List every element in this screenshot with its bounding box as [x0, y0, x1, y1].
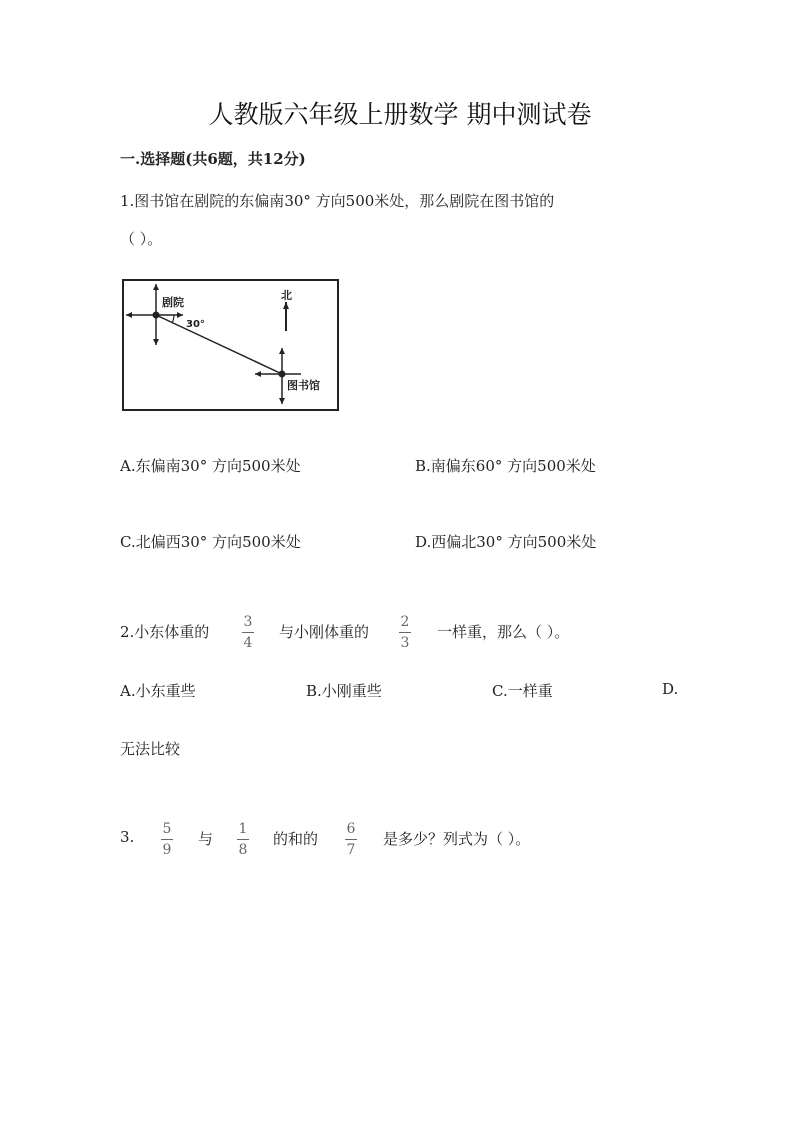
theater-north-arrow — [153, 284, 159, 290]
library-north-arrow — [279, 348, 285, 354]
theater-library-line — [156, 315, 282, 374]
theater-east-arrow — [177, 312, 183, 318]
fraction-denominator: 3 — [400, 635, 410, 651]
theater-west-arrow — [126, 312, 132, 318]
q2-fraction-2 — [399, 615, 411, 650]
section-heading: 一.选择题(共6题，共12分) — [120, 150, 306, 168]
fraction-denominator: 7 — [346, 842, 356, 858]
q2-option-d[interactable]: D. — [662, 680, 679, 698]
q3-fraction-3 — [345, 822, 357, 857]
angle-label: 30° — [186, 319, 205, 330]
q1-stem-line2: （ ）。 — [120, 230, 163, 248]
q2-fraction-1 — [242, 615, 254, 650]
library-point — [279, 371, 286, 378]
theater-label: 剧院 — [162, 296, 184, 309]
q1-option-a[interactable]: A.东偏南30° 方向500米处 — [120, 457, 301, 475]
q2-option-b[interactable]: B.小刚重些 — [306, 682, 382, 700]
fraction-bar — [242, 632, 254, 633]
q3-number: 3. — [120, 828, 135, 846]
fraction-bar — [161, 839, 173, 840]
north-arrow-head — [283, 302, 289, 309]
q3-suffix: 是多少？列式为（ ）。 — [383, 830, 531, 848]
page-title: 人教版六年级上册数学 期中测试卷 — [208, 100, 592, 129]
q2-option-c[interactable]: C.一样重 — [492, 682, 553, 700]
fraction-denominator: 9 — [162, 842, 172, 858]
fraction-numerator: 6 — [346, 821, 356, 837]
q2-suffix: 一样重，那么（ ）。 — [437, 623, 570, 641]
q2-middle: 与小刚体重的 — [279, 623, 370, 641]
fraction-numerator: 2 — [400, 614, 410, 630]
q3-word-sum-of: 的和的 — [273, 830, 319, 848]
fraction-numerator: 5 — [162, 821, 172, 837]
q1-option-c[interactable]: C.北偏西30° 方向500米处 — [120, 533, 301, 551]
library-west-arrow — [255, 371, 261, 377]
q3-fraction-2 — [237, 822, 249, 857]
angle-arc — [172, 315, 174, 323]
north-label: 北 — [281, 289, 292, 302]
q2-option-d-continued[interactable]: 无法比较 — [120, 740, 181, 758]
q2-prefix: 2.小东体重的 — [120, 623, 210, 641]
q1-option-b[interactable]: B.南偏东60° 方向500米处 — [415, 457, 596, 475]
fraction-denominator: 8 — [238, 842, 248, 858]
q3-word-and: 与 — [198, 830, 214, 848]
theater-south-arrow — [153, 339, 159, 345]
library-label: 图书馆 — [287, 379, 320, 392]
q2-option-a[interactable]: A.小东重些 — [120, 682, 196, 700]
q3-fraction-1 — [161, 822, 173, 857]
q1-stem-line1: 1.图书馆在剧院的东偏南30° 方向500米处，那么剧院在图书馆的 — [120, 192, 555, 210]
fraction-denominator: 4 — [243, 635, 253, 651]
fraction-numerator: 3 — [243, 614, 253, 630]
fraction-bar — [345, 839, 357, 840]
fraction-bar — [237, 839, 249, 840]
q1-direction-figure — [118, 278, 342, 414]
fraction-numerator: 1 — [238, 821, 248, 837]
fraction-bar — [399, 632, 411, 633]
library-south-arrow — [279, 398, 285, 404]
q1-option-d[interactable]: D.西偏北30° 方向500米处 — [415, 533, 597, 551]
